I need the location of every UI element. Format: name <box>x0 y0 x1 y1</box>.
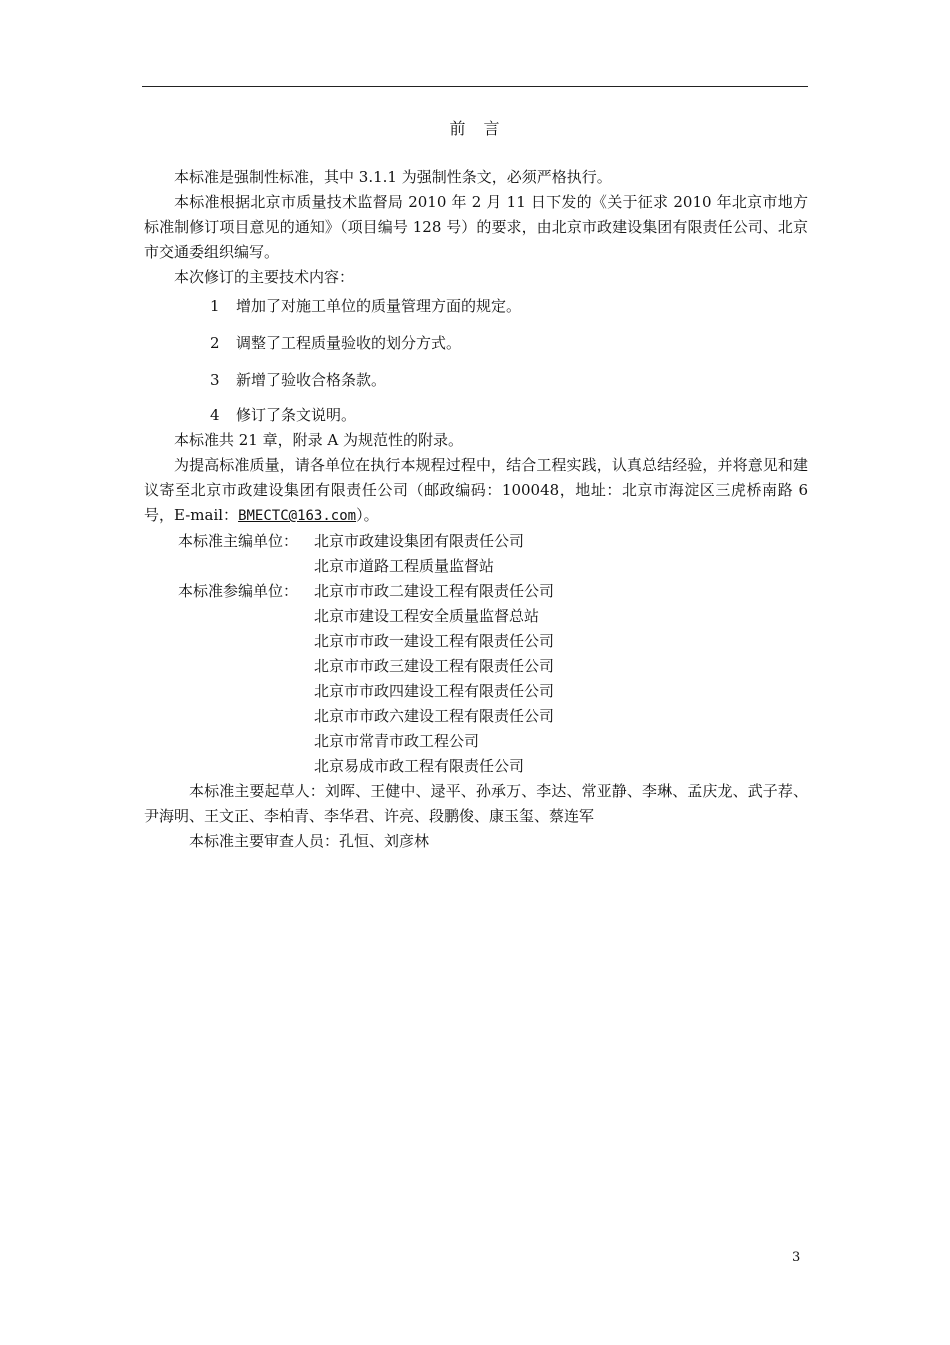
chief-units <box>144 529 808 579</box>
chapter-count: 本标准共 21 章，附录 A 为规范性的附录。 <box>174 431 463 449</box>
participating-units-label: 本标准参编单位： <box>178 582 299 600</box>
org-name: 北京市建设工程安全质量监督总站 <box>314 607 540 625</box>
revision-intro: 本次修订的主要技术内容： <box>174 268 355 286</box>
list-item-text: 增加了对施工单位的质量管理方面的规定。 <box>236 297 522 315</box>
org-name: 北京市市政四建设工程有限责任公司 <box>314 682 555 700</box>
email-link[interactable]: BMECTC@163.com <box>238 508 357 524</box>
feedback-text: 为提高标准质量，请各单位在执行本规程过程中，结合工程实践，认真总结经验，并将意见和建议寄至北京市政建设集团有限责任公司（邮政编码：100048，地址：北京市海淀区三虎桥南路 6 号，E-mail： <box>144 456 808 524</box>
org-name: 北京市市政二建设工程有限责任公司 <box>314 582 555 600</box>
mandatory-statement: 本标准是强制性标准，其中 3.1.1 为强制性条文，必须严格执行。 <box>174 168 612 186</box>
org-name: 北京市常青市政工程公司 <box>314 732 480 750</box>
org-name: 北京市政建设集团有限责任公司 <box>314 532 525 550</box>
list-item-text: 新增了验收合格条款。 <box>236 371 387 389</box>
list-item <box>144 331 808 356</box>
preface-body <box>144 165 808 854</box>
page-title: 前 言 <box>449 119 501 138</box>
drafters: 本标准主要起草人：刘晖、王健中、逯平、孙承万、李达、常亚静、李琳、孟庆龙、武子荐、尹海明、王文正、李柏青、李华君、许亮、段鹏俊、康玉玺、蔡连军 <box>144 782 808 825</box>
list-item <box>144 368 808 393</box>
header-rule <box>142 86 808 87</box>
revision-list <box>144 294 808 428</box>
list-item-number: 3 <box>210 371 220 389</box>
feedback-text-end: ）。 <box>356 506 379 524</box>
list-item <box>144 403 808 428</box>
org-name: 北京市道路工程质量监督站 <box>314 557 495 575</box>
list-item <box>144 294 808 319</box>
page-number: 3 <box>792 1250 801 1265</box>
feedback-paragraph <box>144 453 808 529</box>
list-item-number: 4 <box>210 406 220 424</box>
reviewers: 本标准主要审查人员：孔恒、刘彦林 <box>189 832 430 850</box>
chief-units-label: 本标准主编单位： <box>178 532 299 550</box>
org-name: 北京市市政三建设工程有限责任公司 <box>314 657 555 675</box>
list-item-number: 1 <box>210 297 220 315</box>
list-item-number: 2 <box>210 334 220 352</box>
list-item-text: 调整了工程质量验收的划分方式。 <box>236 334 462 352</box>
org-name: 北京市市政一建设工程有限责任公司 <box>314 632 555 650</box>
org-name: 北京易成市政工程有限责任公司 <box>314 757 525 775</box>
org-name: 北京市市政六建设工程有限责任公司 <box>314 707 555 725</box>
list-item-text: 修订了条文说明。 <box>236 406 357 424</box>
participating-units <box>144 579 808 779</box>
basis-paragraph: 本标准根据北京市质量技术监督局 2010 年 2 月 11 日下发的《关于征求 2010 年北京市地方标准制修订项目意见的通知》（项目编号 128 号）的要求，由北京市政建设集团有限责任公司、北京市交通委组织编写。 <box>144 193 808 261</box>
